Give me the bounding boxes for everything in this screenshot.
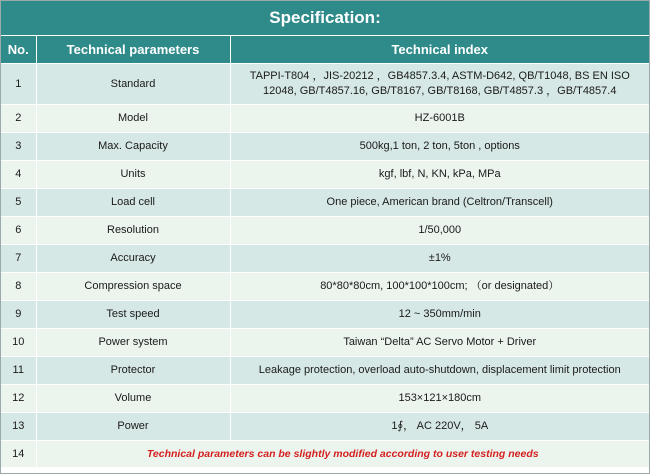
- parameter-value: 1/50,000: [230, 217, 649, 245]
- spec-table: [1, 36, 649, 468]
- table-row: [1, 273, 649, 301]
- row-number: 12: [1, 385, 36, 413]
- table-row: [1, 105, 649, 133]
- parameter-name: Standard: [36, 64, 230, 105]
- table-row: [1, 357, 649, 385]
- parameter-name: Model: [36, 105, 230, 133]
- table-row: [1, 189, 649, 217]
- parameter-value: 153×121×180cm: [230, 385, 649, 413]
- parameter-name: Protector: [36, 357, 230, 385]
- parameter-value: TAPPI-T804 ，JIS-20212 ，GB4857.3.4, ASTM-D642, QB/T1048, BS EN ISO 12048, GB/T4857.16, GB/T8167, GB/T8168, GB/T4857.3 ，GB/T4857.4: [230, 64, 649, 105]
- parameter-name: Power: [36, 413, 230, 441]
- column-header-parameters: Technical parameters: [36, 36, 230, 64]
- table-row: [1, 413, 649, 441]
- parameter-value: Leakage protection, overload auto-shutdown, displacement limit protection: [230, 357, 649, 385]
- parameter-name: Load cell: [36, 189, 230, 217]
- parameter-value: kgf, lbf, N, KN, kPa, MPa: [230, 161, 649, 189]
- parameter-value: HZ-6001B: [230, 105, 649, 133]
- row-number: 10: [1, 329, 36, 357]
- parameter-value: 12 ~ 350mm/min: [230, 301, 649, 329]
- row-number: 2: [1, 105, 36, 133]
- parameter-name: Power system: [36, 329, 230, 357]
- row-number: 1: [1, 64, 36, 105]
- row-number: 3: [1, 133, 36, 161]
- row-number: 7: [1, 245, 36, 273]
- table-row: [1, 329, 649, 357]
- table-row: [1, 217, 649, 245]
- note-text: Technical parameters can be slightly modified according to user testing needs: [36, 441, 649, 468]
- parameter-name: Max. Capacity: [36, 133, 230, 161]
- parameter-name: Compression space: [36, 273, 230, 301]
- row-number: 6: [1, 217, 36, 245]
- table-row: [1, 64, 649, 105]
- parameter-name: Volume: [36, 385, 230, 413]
- table-row: [1, 161, 649, 189]
- parameter-name: Test speed: [36, 301, 230, 329]
- row-number: 5: [1, 189, 36, 217]
- table-row: [1, 385, 649, 413]
- table-row: [1, 301, 649, 329]
- parameter-value: One piece, American brand (Celtron/Transcell): [230, 189, 649, 217]
- parameter-value: 1∮， AC 220V， 5A: [230, 413, 649, 441]
- parameter-name: Resolution: [36, 217, 230, 245]
- table-header-row: [1, 36, 649, 64]
- row-number: 9: [1, 301, 36, 329]
- row-number: 13: [1, 413, 36, 441]
- column-header-no: No.: [1, 36, 36, 64]
- note-row: [1, 441, 649, 468]
- column-header-index: Technical index: [230, 36, 649, 64]
- parameter-value: 500kg,1 ton, 2 ton, 5ton , options: [230, 133, 649, 161]
- parameter-name: Units: [36, 161, 230, 189]
- parameter-value: Taiwan “Delta” AC Servo Motor + Driver: [230, 329, 649, 357]
- parameter-value: 80*80*80cm, 100*100*100cm; （or designated）: [230, 273, 649, 301]
- table-row: [1, 245, 649, 273]
- row-number: 14: [1, 441, 36, 468]
- page-title: Specification:: [1, 1, 649, 36]
- row-number: 8: [1, 273, 36, 301]
- parameter-value: ±1%: [230, 245, 649, 273]
- row-number: 4: [1, 161, 36, 189]
- table-row: [1, 133, 649, 161]
- row-number: 11: [1, 357, 36, 385]
- parameter-name: Accuracy: [36, 245, 230, 273]
